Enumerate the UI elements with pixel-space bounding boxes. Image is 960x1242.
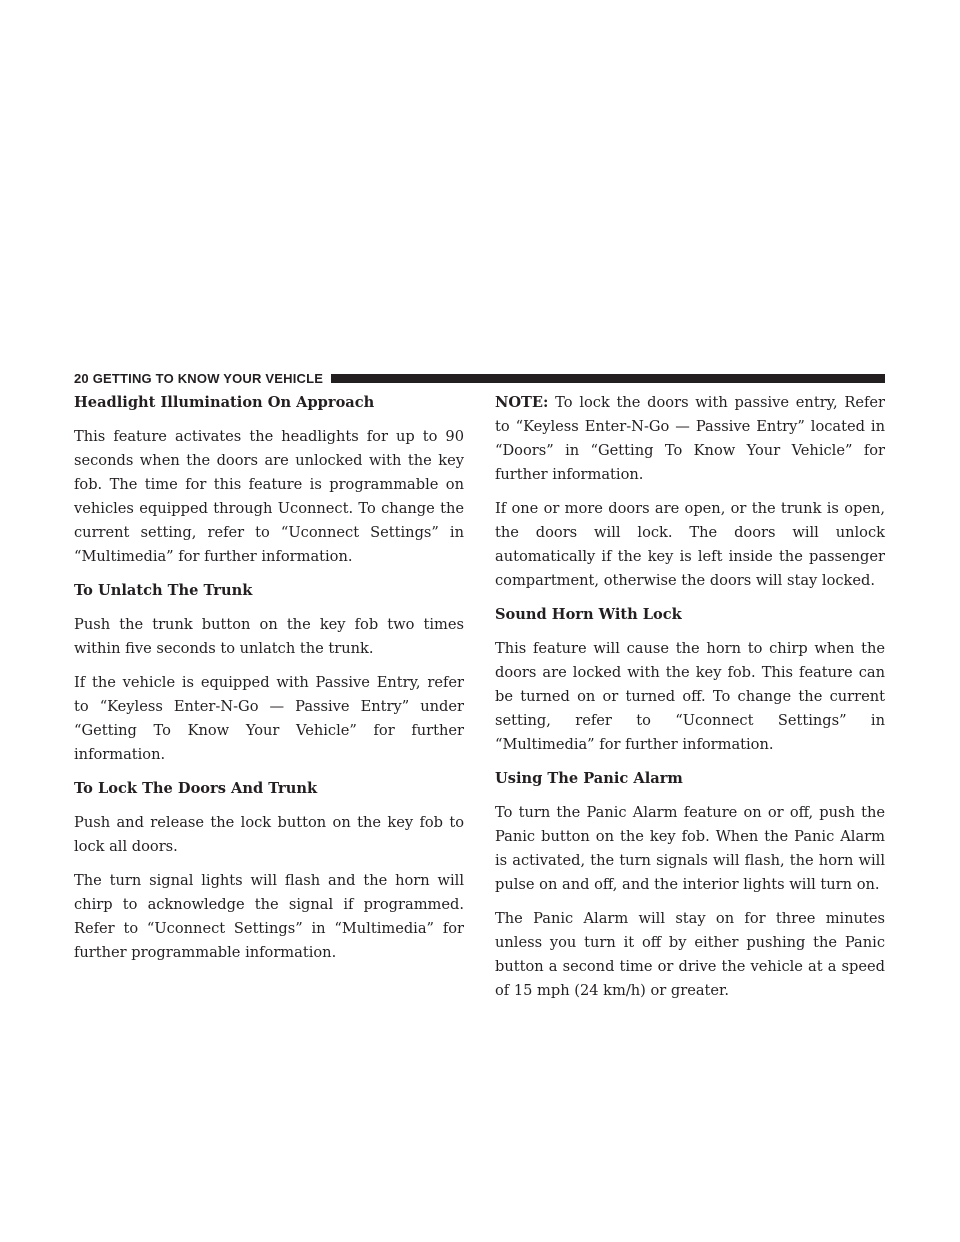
heading-headlight-illumination: Headlight Illumination On Approach <box>74 394 375 411</box>
para-panic-alarm-activate: To turn the Panic Alarm feature on or off, push the Panic button on the key fob. When the Panic Alarm is activated, the turn signals will flash, the horn will pulse on and off, and the interior lights will turn on. <box>495 804 885 893</box>
para-unlatch-trunk: Push the trunk button on the key fob two times within five seconds to unlatch the trunk. <box>74 616 464 657</box>
heading-sound-horn: Sound Horn With Lock <box>495 606 682 623</box>
para-lock-doors: Push and release the lock button on the key fob to lock all doors. <box>74 814 464 855</box>
page-number: 20 <box>74 370 89 386</box>
heading-panic-alarm: Using The Panic Alarm <box>495 770 683 787</box>
page-number-and-section <box>74 371 323 386</box>
para-doors-open: If one or more doors are open, or the trunk is open, the doors will lock. The doors will unlock automatically if the key is left inside the passenger compartment, otherwise the doors will stay locked. <box>495 500 885 589</box>
para-headlight-illumination: This feature activates the headlights for up to 90 seconds when the doors are unlocked with the key fob. The time for this feature is programmable on vehicles equipped through Uconnect. To change the current setting, refer to “Uconnect Settings” in “Multimedia” for further information. <box>74 428 464 565</box>
right-column <box>495 391 885 1013</box>
note-label: NOTE: <box>495 394 549 411</box>
section-title: GETTING TO KNOW YOUR VEHICLE <box>92 370 324 386</box>
para-sound-horn: This feature will cause the horn to chirp when the doors are locked with the key fob. This feature can be turned on or turned off. To change the current setting, refer to “Uconnect Settings” in “Multimedia” for further information. <box>495 640 885 753</box>
page-header <box>74 370 885 386</box>
header-rule <box>331 374 885 383</box>
note-text: To lock the doors with passive entry, Refer to “Keyless Enter-N-Go — Passive Entry” located in “Doors” in “Getting To Know Your Vehicle” for further information. <box>495 394 885 483</box>
para-passive-entry: If the vehicle is equipped with Passive Entry, refer to “Keyless Enter-N-Go — Passive Entry” under “Getting To Know Your Vehicle” for further information. <box>74 674 464 763</box>
para-turn-signal: The turn signal lights will flash and the horn will chirp to acknowledge the signal if programmed. Refer to “Uconnect Settings” in “Multimedia” for further programmable information. <box>74 872 464 961</box>
note-passive-entry <box>495 391 885 487</box>
heading-lock-doors-trunk: To Lock The Doors And Trunk <box>74 780 318 797</box>
heading-unlatch-trunk: To Unlatch The Trunk <box>74 582 253 599</box>
left-column <box>74 391 464 975</box>
para-panic-alarm-duration: The Panic Alarm will stay on for three minutes unless you turn it off by either pushing the Panic button a second time or drive the vehicle at a speed of 15 mph (24 km/h) or greater. <box>495 910 885 999</box>
